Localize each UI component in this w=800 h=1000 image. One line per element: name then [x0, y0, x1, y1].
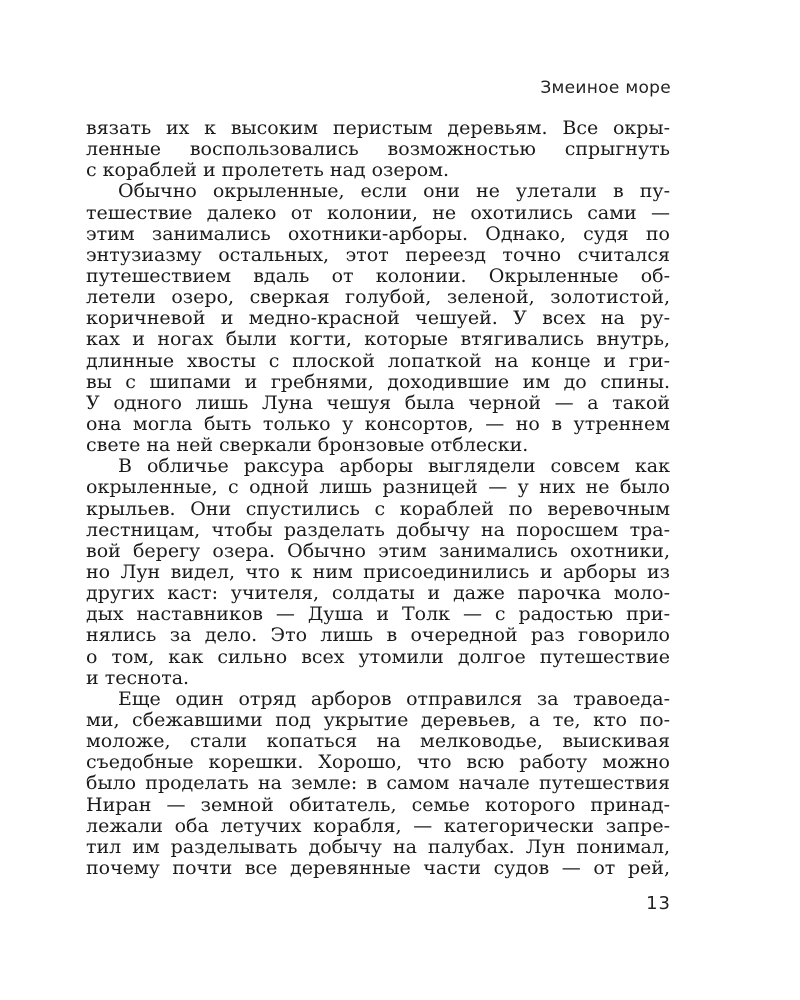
- page-number: 13: [646, 893, 671, 914]
- text-line: длинные хвосты с плоской лопаткой на конце и гри-: [86, 349, 670, 372]
- text-line: о том, как сильно всех утомили долгое путешествие: [86, 645, 670, 668]
- body-text: [86, 118, 670, 879]
- text-line: вы с шипами и гребнями, доходившие им до спины.: [86, 370, 670, 393]
- text-line: съедобные корешки. Хорошо, что всю работу можно: [86, 751, 670, 774]
- text-line: окрыленные, с одной лишь разницей — у них не было: [86, 476, 670, 499]
- text-line: Еще один отряд арборов отправился за травоеда-: [118, 687, 670, 710]
- text-line: тил им разделывать добычу на палубах. Лун понимал,: [86, 835, 670, 858]
- text-line: тешествие далеко от колонии, не охотились сами —: [86, 201, 670, 224]
- text-line: вой берегу озера. Обычно этим занимались охотники,: [86, 539, 670, 562]
- text-line: ми, сбежавшими под укрытие деревьев, а те, кто по-: [86, 708, 670, 731]
- text-line: почему почти все деревянные части судов — от рей,: [86, 856, 670, 879]
- text-line: Ниран — земной обитатель, семье которого принад-: [86, 793, 670, 816]
- text-line: было проделать на земле: в самом начале путешествия: [86, 772, 670, 795]
- text-line: лестницам, чтобы разделать добычу на поросшем тра-: [86, 518, 670, 541]
- text-line: летели озеро, сверкая голубой, зеленой, золотистой,: [86, 286, 670, 309]
- text-line: но Лун видел, что к ним присоединились и арборы из: [86, 560, 670, 583]
- running-header-title: Змеиное море: [540, 78, 671, 98]
- text-line: путешествием вдаль от колонии. Окрыленные об-: [86, 264, 670, 287]
- text-line: крыльев. Они спустились с кораблей по веревочным: [86, 497, 670, 520]
- text-line: коричневой и медно-красной чешуей. У всех на ру-: [86, 307, 670, 330]
- text-line: ках и ногах были когти, которые втягивались внутрь,: [86, 328, 670, 351]
- text-line: вязать их к высоким перистым деревьям. Все окры-: [86, 117, 670, 139]
- text-line: нялись за дело. Это лишь в очередной раз говорило: [86, 624, 670, 647]
- text-line: лежали оба летучих корабля, — категорически запре-: [86, 814, 670, 837]
- text-line: и теснота.: [86, 666, 190, 689]
- text-line: она могла быть только у консортов, — но в утреннем: [86, 412, 670, 435]
- text-line: дых наставников — Душа и Толк — с радостью при-: [86, 603, 670, 626]
- text-line: Обычно окрыленные, если они не улетали в пу-: [118, 180, 670, 203]
- text-line: свете на ней сверкали бронзовые отблески.: [86, 434, 529, 457]
- text-line: энтузиазму остальных, этот переезд точно считался: [86, 243, 670, 266]
- text-line: с кораблей и пролететь над озером.: [86, 159, 450, 182]
- text-line: В обличье раксура арборы выглядели совсем как: [118, 455, 670, 478]
- text-line: ленные воспользовались возможностью спрыгнуть: [86, 138, 670, 161]
- text-line: У одного лишь Луна чешуя была черной — а такой: [86, 391, 670, 414]
- text-line: моложе, стали копаться на мелководье, выискивая: [86, 730, 670, 753]
- text-line: этим занимались охотники-арборы. Однако, судя по: [86, 222, 670, 245]
- text-line: других каст: учителя, солдаты и даже парочка моло-: [86, 582, 670, 605]
